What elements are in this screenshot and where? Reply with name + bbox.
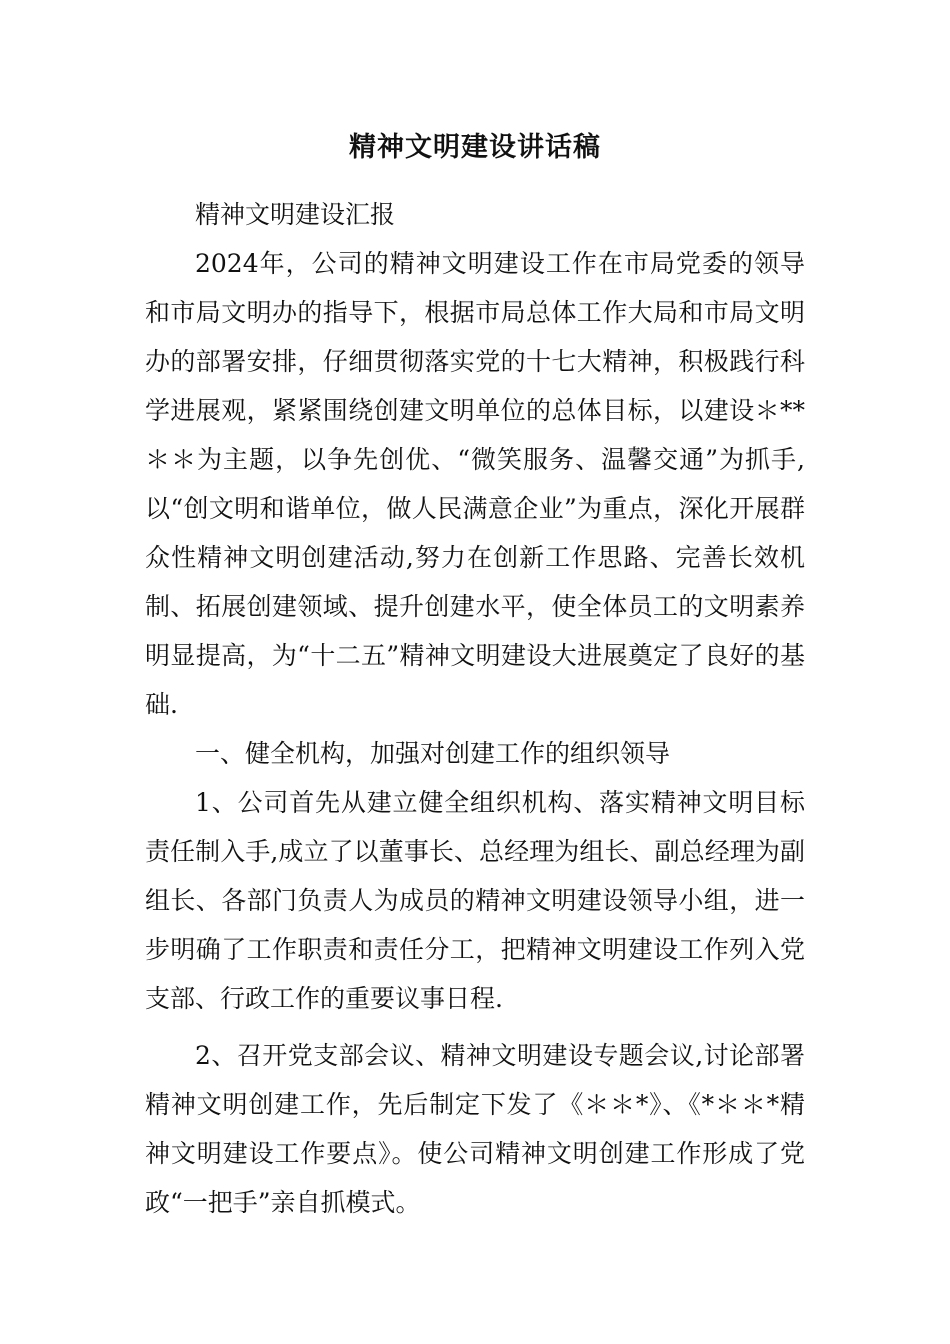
paragraph-item-2: 2、召开党支部会议、精神文明建设专题会议,讨论部署精神文明创建工作，先后制定下发了《＊＊*》、《*＊＊*精神文明建设工作要点》。使公司精神文明创建工作形成了党政“一把手”亲自抓模式。	[145, 1041, 805, 1217]
paragraph-item-1: 1、公司首先从建立健全组织机构、落实精神文明目标责任制入手,成立了以董事长、总经理为组长、副总经理为副组长、各部门负责人为成员的精神文明建设领导小组，进一步明确了工作职责和责任分工，把精神文明建设工作列入党支部、行政工作的重要议事日程.	[145, 788, 805, 1013]
document-title: 精神文明建设讲话稿	[349, 132, 601, 163]
paragraph-gap	[145, 1023, 805, 1031]
section-heading-1: 一、健全机构，加强对创建工作的组织领导	[195, 739, 671, 768]
paragraph-intro: 2024年，公司的精神文明建设工作在市局党委的领导和市局文明办的指导下，根据市局总体工作大局和市局文明办的部署安排，仔细贯彻落实党的十七大精神，积极践行科学进展观，紧紧围绕创建文明单位的总体目标，以建设＊**＊＊为主题，以争先创优、“微笑服务、温馨交通”为抓手,以“创文明和谐单位，做人民满意企业”为重点，深化开展群众性精神文明创建活动,努力在创新工作思路、完善长效机制、拓展创建领域、提升创建水平，使全体员工的文明素养明显提高，为“十二五”精神文明建设大进展奠定了良好的基础.	[145, 249, 805, 719]
document-subtitle: 精神文明建设汇报	[195, 200, 396, 229]
document-body	[145, 128, 805, 1227]
